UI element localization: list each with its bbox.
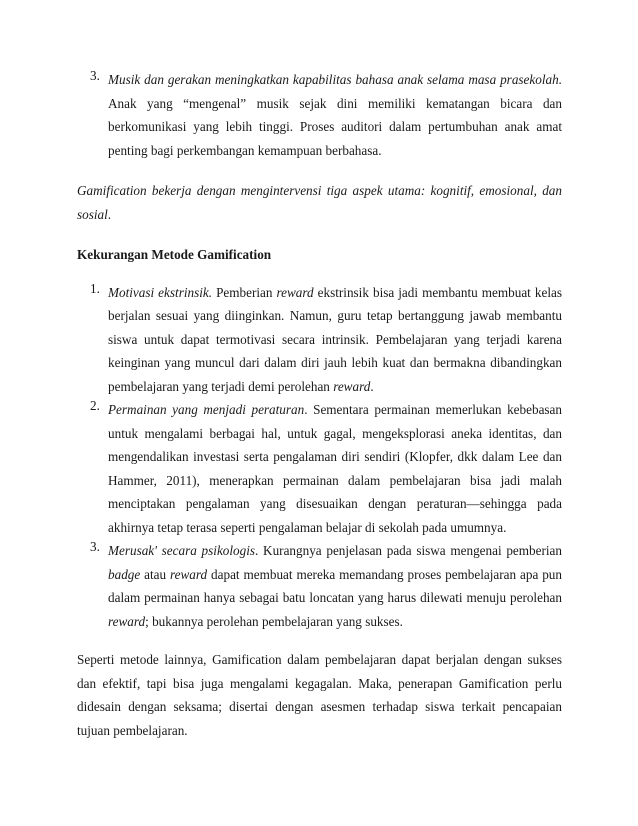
item-text: atau	[140, 566, 170, 582]
item-lead: Musik dan gerakan meningkatkan kapabilitas bahasa anak selama masa prasekolah.	[108, 72, 562, 87]
item-emphasis: reward	[108, 613, 146, 629]
item-text: ; bukannya perolehan pembelajaran yang sukses.	[145, 613, 403, 629]
item-emphasis: reward	[276, 284, 314, 300]
item-text: .	[370, 378, 374, 394]
gamification-text: bekerja dengan mengintervensi tiga aspek utama: kognitif, emosional, dan sosial	[77, 183, 562, 222]
list-item-text	[108, 398, 562, 539]
list-number: 2.	[90, 398, 100, 413]
section-heading: Kekurangan Metode Gamification	[77, 247, 272, 262]
item-text: dapat membuat mereka memandang proses pembelajaran apa pun dalam permainan hanya sebagai batu loncatan yang harus dilewati menuju perolehan	[108, 566, 562, 605]
item-emphasis: badge	[108, 566, 141, 582]
item-emphasis: reward	[170, 566, 208, 582]
list-number: 3.	[90, 539, 100, 554]
list-number: 1.	[90, 280, 100, 296]
gamification-end: .	[107, 206, 112, 222]
item-lead: Permainan yang menjadi peraturan	[108, 402, 305, 417]
benefit-list-continued	[77, 68, 562, 162]
item-lead: Merusak' secara psikologis	[108, 543, 256, 558]
list-item	[77, 398, 562, 539]
list-item	[77, 281, 562, 399]
item-lead: Motivasi ekstrinsik.	[108, 284, 213, 300]
item-body: Anak yang “mengenal” musik sejak dini memiliki kematangan bicara dan berkomunikasi yang lebih tinggi. Proses auditori dalam pertumbuhan anak amat penting bagi perkembangan kemampuan berbahasa.	[108, 95, 562, 158]
list-item-text	[108, 539, 562, 633]
item-text: . Sementara permainan memerlukan kebebasan untuk mengalami berbagai hal, untuk gagal, mengeksplorasi aneka identitas, dan mengendalikan investasi serta pengalaman diri sendiri (Klopfer, dkk dalam Lee dan Hammer, 2011), menerapkan permainan dalam pembelajaran bisa jadi malah menciptakan pengalaman yang disesuaikan dengan peraturan—sehingga pada akhirnya tetap terasa seperti pengalaman belajar di sekolah pada umumnya.	[108, 402, 563, 535]
list-item	[77, 539, 562, 633]
gamification-term: Gamification	[77, 183, 147, 198]
item-text: . Kurangnya penjelasan pada siswa mengenai pemberian	[255, 543, 562, 558]
item-emphasis: reward	[333, 378, 371, 394]
page-content	[77, 68, 562, 742]
gamification-statement	[77, 179, 562, 226]
drawbacks-list	[77, 281, 562, 634]
item-text: Pemberian	[212, 284, 277, 300]
closing-paragraph: Seperti metode lainnya, Gamification dalam pembelajaran dapat berjalan dengan sukses dan efektif, tapi bisa juga mengalami kegagalan. Maka, penerapan Gamification perlu didesain dengan seksama; disertai dengan asesmen terhadap siswa terkait pencapaian tujuan pembelajaran.	[77, 652, 562, 738]
list-item-text	[108, 281, 562, 399]
list-number: 3.	[90, 68, 100, 83]
item-text: ekstrinsik bisa jadi membantu membuat kelas berjalan sesuai yang diinginkan. Namun, guru tetap bertanggung jawab membantu siswa untuk dapat termotivasi secara intrinsik. Pembelajaran yang terjadi karena keinginan yang muncul dari dalam diri jauh lebih kuat dan bermakna dibandingkan pembelajaran yang terjadi demi perolehan	[108, 284, 562, 394]
list-item	[77, 68, 562, 162]
list-item-text	[108, 68, 562, 162]
